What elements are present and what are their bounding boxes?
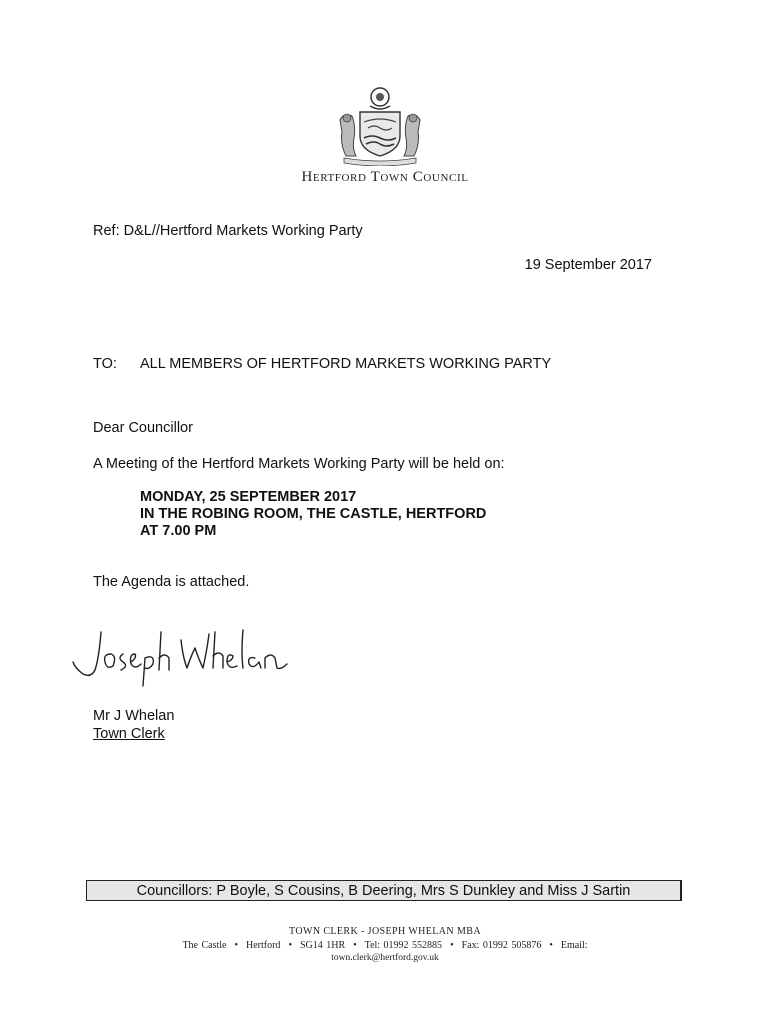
- bullet-icon: •: [549, 940, 553, 951]
- meeting-intro: A Meeting of the Hertford Markets Working Party will be held on:: [93, 456, 505, 472]
- footer-item: The Castle: [182, 940, 227, 951]
- coat-of-arms-icon: [334, 86, 426, 166]
- footer-item: SG14 1HR: [299, 940, 346, 951]
- council-crest: [334, 86, 426, 166]
- footer-item: Tel: 01992 552885: [364, 940, 443, 951]
- footer-clerk-line: TOWN CLERK - JOSEPH WHELAN MBA: [289, 926, 481, 937]
- bullet-icon: •: [234, 940, 238, 951]
- council-name: Hertford Town Council: [301, 169, 469, 185]
- footer-item: Fax: 01992 505876: [461, 940, 542, 951]
- meeting-details: [140, 489, 486, 540]
- bullet-icon: •: [288, 940, 292, 951]
- councillors-box: Councillors: P Boyle, S Cousins, B Deering, Mrs S Dunkley and Miss J Sartin: [86, 880, 682, 901]
- bullet-icon: •: [450, 940, 454, 951]
- salutation: Dear Councillor: [93, 420, 193, 436]
- signer-name: Mr J Whelan: [93, 708, 175, 724]
- footer-email[interactable]: town.clerk@hertford.gov.uk: [331, 953, 439, 963]
- meeting-time: AT 7.00 PM: [140, 523, 217, 539]
- reference-line: Ref: D&L//Hertford Markets Working Party: [93, 223, 363, 239]
- signature-icon: [65, 618, 295, 688]
- footer-item: Email:: [560, 940, 588, 951]
- agenda-note: The Agenda is attached.: [93, 574, 250, 590]
- handwritten-signature: [65, 618, 295, 688]
- recipients: ALL MEMBERS OF HERTFORD MARKETS WORKING PARTY: [140, 356, 552, 372]
- to-label: TO:: [93, 356, 117, 372]
- footer-address-line: [100, 940, 670, 951]
- footer-item: Hertford: [246, 940, 281, 951]
- bullet-icon: •: [353, 940, 357, 951]
- meeting-place: IN THE ROBING ROOM, THE CASTLE, HERTFORD: [140, 506, 487, 522]
- signer-title: Town Clerk: [93, 726, 165, 742]
- letter-date: 19 September 2017: [524, 257, 652, 273]
- meeting-day: MONDAY, 25 SEPTEMBER 2017: [140, 489, 357, 505]
